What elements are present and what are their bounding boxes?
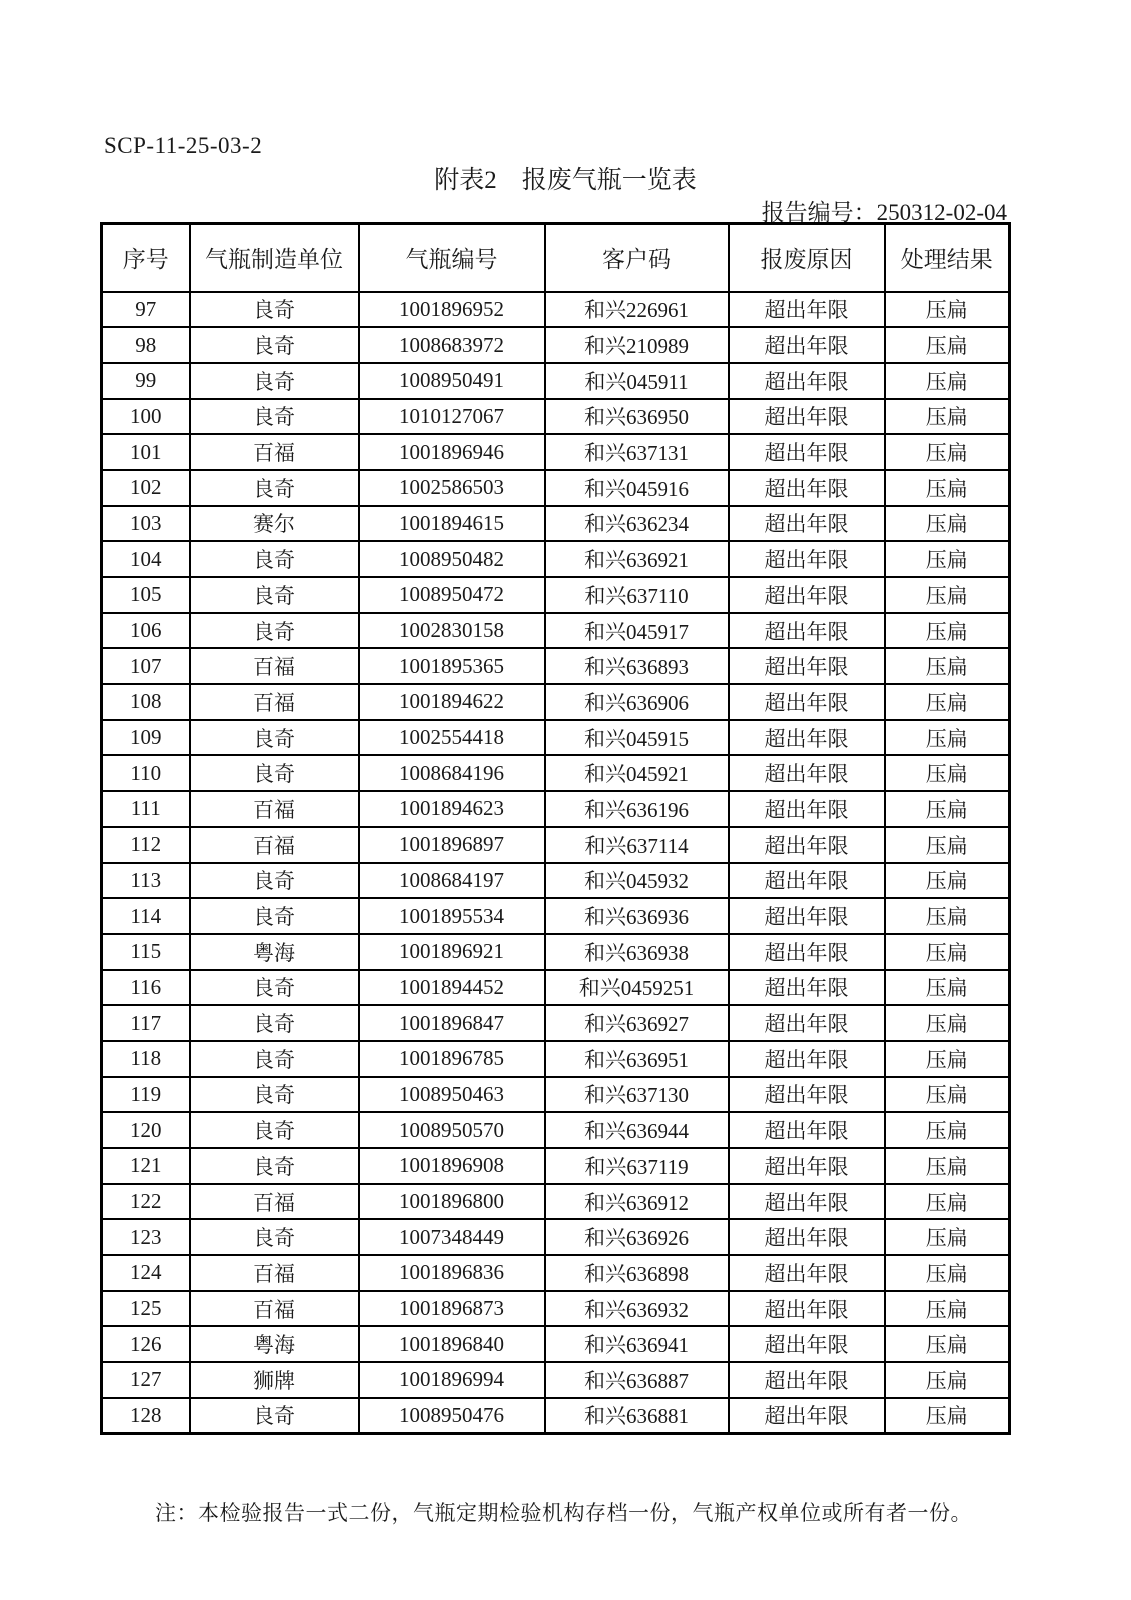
table-cell: 1001896873	[359, 1291, 545, 1327]
page-title: 附表2 报废气瓶一览表	[434, 167, 697, 194]
table-cell: 和兴045916	[545, 470, 729, 506]
table-cell: 1010127067	[359, 399, 545, 435]
table-cell: 压扁	[885, 541, 1010, 577]
table-cell: 压扁	[885, 863, 1010, 899]
table-cell: 100	[102, 399, 190, 435]
table-cell: 压扁	[885, 399, 1010, 435]
table-cell: 1001895365	[359, 648, 545, 684]
table-cell: 压扁	[885, 1005, 1010, 1041]
table-row	[102, 1398, 1010, 1434]
table-cell: 良奇	[190, 577, 359, 613]
table-cell: 109	[102, 720, 190, 756]
table-cell: 压扁	[885, 613, 1010, 649]
table-cell: 超出年限	[729, 1148, 885, 1184]
header-cell: 序号	[102, 224, 190, 292]
table-cell: 超出年限	[729, 720, 885, 756]
table-cell: 103	[102, 506, 190, 542]
table-cell: 1002586503	[359, 470, 545, 506]
table-cell: 压扁	[885, 434, 1010, 470]
table-cell: 1001895534	[359, 898, 545, 934]
table-cell: 超出年限	[729, 684, 885, 720]
table-cell: 压扁	[885, 791, 1010, 827]
table-cell: 127	[102, 1362, 190, 1398]
table-cell: 101	[102, 434, 190, 470]
table-cell: 赛尔	[190, 506, 359, 542]
table-cell: 和兴045917	[545, 613, 729, 649]
table-cell: 超出年限	[729, 791, 885, 827]
footer-note: 注：本检验报告一式二份，气瓶定期检验机构存档一份，气瓶产权单位或所有者一份。	[155, 1501, 972, 1525]
table-cell: 1001896946	[359, 434, 545, 470]
table-cell: 压扁	[885, 1291, 1010, 1327]
header-cell: 报废原因	[729, 224, 885, 292]
table-cell: 120	[102, 1112, 190, 1148]
table-cell: 百福	[190, 434, 359, 470]
table-cell: 良奇	[190, 1219, 359, 1255]
table-cell: 1002554418	[359, 720, 545, 756]
table-row	[102, 327, 1010, 363]
table-cell: 125	[102, 1291, 190, 1327]
table-cell: 1001894615	[359, 506, 545, 542]
table-row	[102, 1041, 1010, 1077]
table-cell: 百福	[190, 1184, 359, 1220]
table-cell: 良奇	[190, 1148, 359, 1184]
table-cell: 115	[102, 934, 190, 970]
table-cell: 1008683972	[359, 327, 545, 363]
table-cell: 百福	[190, 827, 359, 863]
table-cell: 超出年限	[729, 363, 885, 399]
table-cell: 超出年限	[729, 1041, 885, 1077]
table-cell: 超出年限	[729, 1362, 885, 1398]
table-cell: 压扁	[885, 292, 1010, 328]
table-cell: 1001894623	[359, 791, 545, 827]
table-row	[102, 1291, 1010, 1327]
table-cell: 111	[102, 791, 190, 827]
table-cell: 超出年限	[729, 970, 885, 1006]
table-cell: 1001896908	[359, 1148, 545, 1184]
table-row	[102, 648, 1010, 684]
table-cell: 良奇	[190, 292, 359, 328]
table-cell: 1001896994	[359, 1362, 545, 1398]
table-row	[102, 791, 1010, 827]
table-cell: 和兴636944	[545, 1112, 729, 1148]
table-cell: 良奇	[190, 1041, 359, 1077]
table-cell: 超出年限	[729, 934, 885, 970]
table-cell: 1001896800	[359, 1184, 545, 1220]
table-cell: 和兴636951	[545, 1041, 729, 1077]
table-cell: 和兴636941	[545, 1326, 729, 1362]
table-row	[102, 1219, 1010, 1255]
table-cell: 128	[102, 1398, 190, 1434]
table-cell: 良奇	[190, 898, 359, 934]
table-cell: 压扁	[885, 1112, 1010, 1148]
table-cell: 压扁	[885, 934, 1010, 970]
table-row	[102, 1112, 1010, 1148]
table-cell: 良奇	[190, 363, 359, 399]
table-cell: 压扁	[885, 1362, 1010, 1398]
table-cell: 超出年限	[729, 1326, 885, 1362]
table-cell: 1008684196	[359, 755, 545, 791]
table-cell: 良奇	[190, 1398, 359, 1434]
table-row	[102, 827, 1010, 863]
table-cell: 和兴636906	[545, 684, 729, 720]
table-row	[102, 613, 1010, 649]
table-cell: 压扁	[885, 577, 1010, 613]
table-cell: 和兴636234	[545, 506, 729, 542]
table-cell: 121	[102, 1148, 190, 1184]
table-cell: 和兴636921	[545, 541, 729, 577]
table-cell: 压扁	[885, 470, 1010, 506]
table-cell: 良奇	[190, 970, 359, 1006]
table-cell: 1008950491	[359, 363, 545, 399]
table-cell: 123	[102, 1219, 190, 1255]
table-cell: 1001896897	[359, 827, 545, 863]
table-header-row	[102, 224, 1010, 292]
table-cell: 和兴045915	[545, 720, 729, 756]
table-cell: 良奇	[190, 327, 359, 363]
table-cell: 1001896921	[359, 934, 545, 970]
table-row	[102, 1362, 1010, 1398]
table-cell: 压扁	[885, 648, 1010, 684]
table-cell: 超出年限	[729, 399, 885, 435]
table-cell: 和兴0459251	[545, 970, 729, 1006]
table-cell: 压扁	[885, 1398, 1010, 1434]
table-row	[102, 970, 1010, 1006]
table-cell: 百福	[190, 648, 359, 684]
table-cell: 百福	[190, 684, 359, 720]
table-cell: 1001896785	[359, 1041, 545, 1077]
table-cell: 和兴637130	[545, 1077, 729, 1113]
table-cell: 超出年限	[729, 541, 885, 577]
table-cell: 超出年限	[729, 292, 885, 328]
table-cell: 和兴210989	[545, 327, 729, 363]
table-cell: 超出年限	[729, 1291, 885, 1327]
table-row	[102, 363, 1010, 399]
report-number-value: 250312-02-04	[876, 200, 1007, 225]
table-cell: 106	[102, 613, 190, 649]
table-cell: 和兴636938	[545, 934, 729, 970]
table-cell: 105	[102, 577, 190, 613]
table-row	[102, 863, 1010, 899]
table-cell: 108	[102, 684, 190, 720]
table-cell: 超出年限	[729, 506, 885, 542]
table-cell: 压扁	[885, 363, 1010, 399]
table-cell: 压扁	[885, 1255, 1010, 1291]
table-cell: 压扁	[885, 506, 1010, 542]
table-cell: 超出年限	[729, 755, 885, 791]
table-cell: 和兴636936	[545, 898, 729, 934]
table-cell: 和兴636926	[545, 1219, 729, 1255]
table-cell: 良奇	[190, 470, 359, 506]
table-cell: 和兴636887	[545, 1362, 729, 1398]
table-cell: 粤海	[190, 934, 359, 970]
table-cell: 和兴045932	[545, 863, 729, 899]
table-cell: 117	[102, 1005, 190, 1041]
table-row	[102, 506, 1010, 542]
table-cell: 压扁	[885, 1077, 1010, 1113]
table-cell: 压扁	[885, 327, 1010, 363]
table-row	[102, 934, 1010, 970]
table-row	[102, 470, 1010, 506]
table-cell: 和兴637131	[545, 434, 729, 470]
table-cell: 和兴045911	[545, 363, 729, 399]
table-cell: 良奇	[190, 541, 359, 577]
table-row	[102, 1077, 1010, 1113]
table-row	[102, 1005, 1010, 1041]
table-cell: 压扁	[885, 1041, 1010, 1077]
table-cell: 良奇	[190, 613, 359, 649]
scrapped-cylinder-table	[100, 222, 1011, 1435]
table-row	[102, 1184, 1010, 1220]
table-cell: 百福	[190, 791, 359, 827]
table-cell: 1001896847	[359, 1005, 545, 1041]
table-cell: 和兴226961	[545, 292, 729, 328]
table-cell: 超出年限	[729, 1219, 885, 1255]
table-row	[102, 577, 1010, 613]
table-cell: 压扁	[885, 755, 1010, 791]
table-cell: 1001894622	[359, 684, 545, 720]
table-cell: 1001896836	[359, 1255, 545, 1291]
table-cell: 1001896840	[359, 1326, 545, 1362]
table-cell: 118	[102, 1041, 190, 1077]
table-cell: 和兴636927	[545, 1005, 729, 1041]
header-cell: 处理结果	[885, 224, 1010, 292]
table-cell: 124	[102, 1255, 190, 1291]
table-cell: 良奇	[190, 755, 359, 791]
table-cell: 122	[102, 1184, 190, 1220]
table-cell: 压扁	[885, 1184, 1010, 1220]
table-cell: 压扁	[885, 1219, 1010, 1255]
table-cell: 良奇	[190, 720, 359, 756]
table-cell: 和兴045921	[545, 755, 729, 791]
table-cell: 良奇	[190, 1005, 359, 1041]
table-cell: 超出年限	[729, 613, 885, 649]
table-cell: 良奇	[190, 1077, 359, 1113]
table-cell: 1008684197	[359, 863, 545, 899]
table-cell: 百福	[190, 1255, 359, 1291]
table-cell: 112	[102, 827, 190, 863]
table-cell: 126	[102, 1326, 190, 1362]
table-cell: 98	[102, 327, 190, 363]
table-cell: 和兴636196	[545, 791, 729, 827]
table-cell: 超出年限	[729, 1255, 885, 1291]
table-cell: 超出年限	[729, 1077, 885, 1113]
table-cell: 超出年限	[729, 648, 885, 684]
table-cell: 超出年限	[729, 863, 885, 899]
table-cell: 1001894452	[359, 970, 545, 1006]
table-row	[102, 541, 1010, 577]
table-body	[102, 292, 1010, 1434]
table-cell: 超出年限	[729, 898, 885, 934]
table-cell: 和兴636881	[545, 1398, 729, 1434]
table-row	[102, 684, 1010, 720]
table-cell: 超出年限	[729, 577, 885, 613]
table-row	[102, 1255, 1010, 1291]
table-cell: 良奇	[190, 1112, 359, 1148]
header-cell: 客户码	[545, 224, 729, 292]
table-cell: 和兴637110	[545, 577, 729, 613]
table-cell: 良奇	[190, 399, 359, 435]
table-cell: 104	[102, 541, 190, 577]
table-cell: 1008950482	[359, 541, 545, 577]
table-cell: 1001896952	[359, 292, 545, 328]
table-cell: 和兴636893	[545, 648, 729, 684]
table-cell: 超出年限	[729, 1398, 885, 1434]
table-cell: 压扁	[885, 970, 1010, 1006]
table-cell: 超出年限	[729, 827, 885, 863]
table-row	[102, 755, 1010, 791]
table-cell: 97	[102, 292, 190, 328]
table-cell: 和兴636898	[545, 1255, 729, 1291]
table-cell: 超出年限	[729, 1184, 885, 1220]
table-cell: 超出年限	[729, 1112, 885, 1148]
table-cell: 压扁	[885, 827, 1010, 863]
table-cell: 107	[102, 648, 190, 684]
table-cell: 压扁	[885, 1326, 1010, 1362]
table-cell: 1007348449	[359, 1219, 545, 1255]
table-cell: 114	[102, 898, 190, 934]
table-cell: 压扁	[885, 1148, 1010, 1184]
table-cell: 超出年限	[729, 327, 885, 363]
table-row	[102, 399, 1010, 435]
table-cell: 1008950463	[359, 1077, 545, 1113]
table-row	[102, 1148, 1010, 1184]
doc-code: SCP-11-25-03-2	[104, 133, 263, 158]
table-row	[102, 898, 1010, 934]
table-cell: 119	[102, 1077, 190, 1113]
table-cell: 良奇	[190, 863, 359, 899]
table-cell: 压扁	[885, 684, 1010, 720]
table-cell: 99	[102, 363, 190, 399]
table-cell: 压扁	[885, 720, 1010, 756]
table-cell: 超出年限	[729, 434, 885, 470]
report-number-label: 报告编号：	[761, 200, 877, 225]
table-cell: 和兴637114	[545, 827, 729, 863]
table-cell: 113	[102, 863, 190, 899]
table-cell: 和兴636932	[545, 1291, 729, 1327]
table-cell: 110	[102, 755, 190, 791]
table-cell: 超出年限	[729, 470, 885, 506]
header-cell: 气瓶编号	[359, 224, 545, 292]
table-row	[102, 434, 1010, 470]
table-cell: 1008950476	[359, 1398, 545, 1434]
table-row	[102, 292, 1010, 328]
table-row	[102, 720, 1010, 756]
table-cell: 狮牌	[190, 1362, 359, 1398]
table-cell: 1008950570	[359, 1112, 545, 1148]
table-cell: 百福	[190, 1291, 359, 1327]
table-cell: 和兴636950	[545, 399, 729, 435]
table-cell: 102	[102, 470, 190, 506]
table-cell: 超出年限	[729, 1005, 885, 1041]
table-cell: 1002830158	[359, 613, 545, 649]
table-cell: 116	[102, 970, 190, 1006]
table-cell: 和兴637119	[545, 1148, 729, 1184]
table-cell: 和兴636912	[545, 1184, 729, 1220]
table-cell: 粤海	[190, 1326, 359, 1362]
header-cell: 气瓶制造单位	[190, 224, 359, 292]
table-cell: 1008950472	[359, 577, 545, 613]
table-cell: 压扁	[885, 898, 1010, 934]
table-row	[102, 1326, 1010, 1362]
